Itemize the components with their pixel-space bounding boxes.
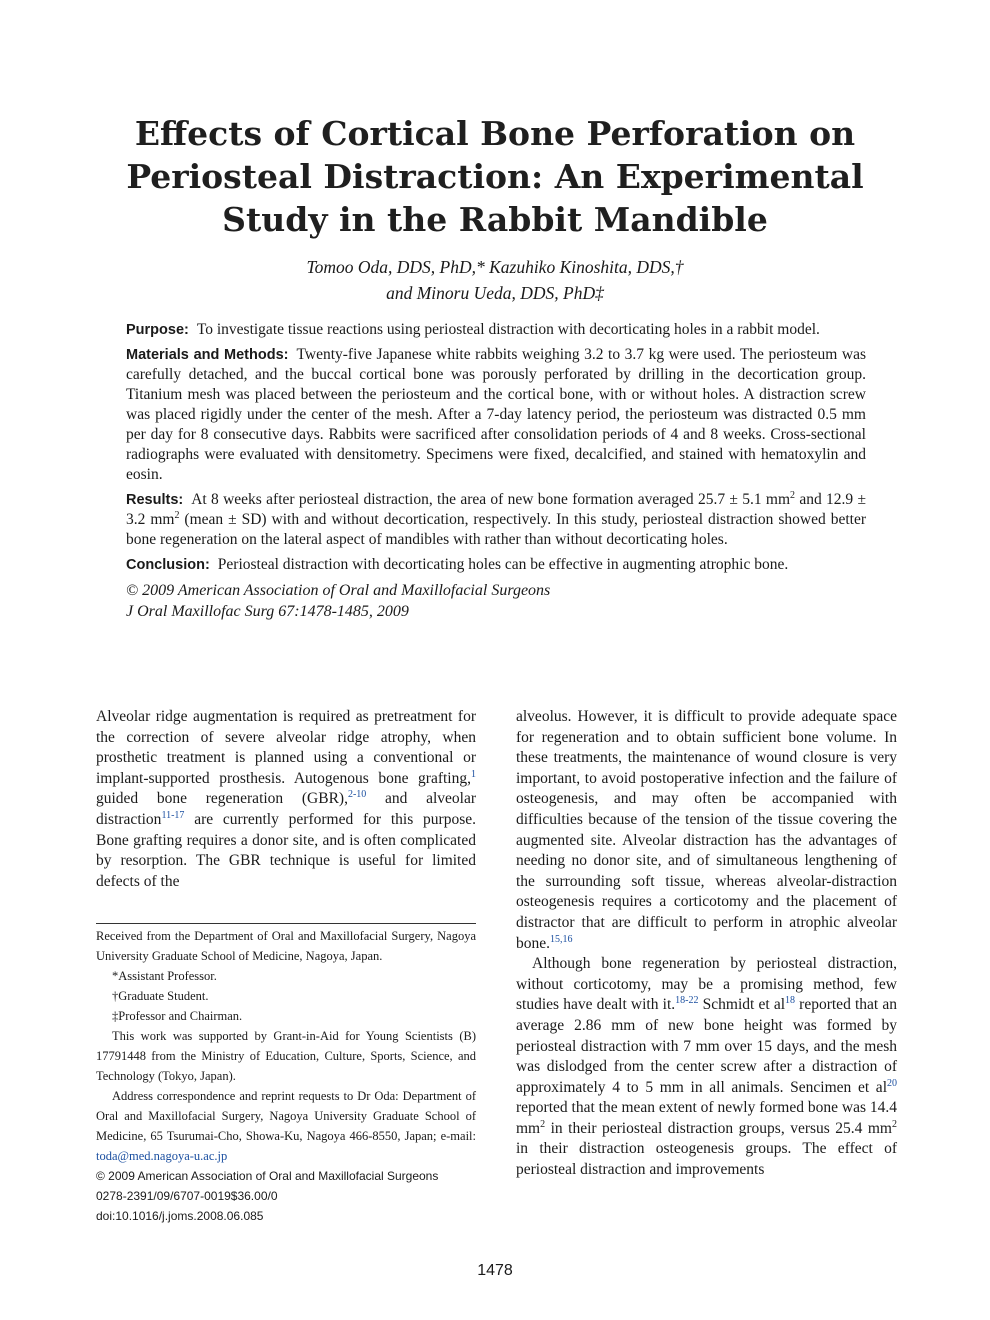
- body-column-left: [96, 707, 476, 892]
- footnote-assistant: *Assistant Professor.: [112, 969, 217, 983]
- address-text: Address correspondence and reprint requests to Dr Oda: Department of Oral and Maxillofacial Surgery, Nagoya University Graduate School of Medicine, 65 Tsurumai-Cho, Showa-Ku, Nagoya 466-8550, Japan; e-mail:: [96, 1089, 476, 1143]
- article-title: Effects of Cortical Bone Perforation on Periosteal Distraction: An Experimental Study in the Rabbit Mandible: [126, 114, 864, 239]
- conclusion-heading: Conclusion:: [126, 557, 210, 573]
- body-text: in their periosteal distraction groups, versus 25.4 mm: [545, 1119, 892, 1137]
- footnote-divider: [96, 923, 476, 924]
- body-text: Schmidt et al: [698, 996, 786, 1014]
- author-list: [110, 254, 880, 306]
- superscript-squared: 2: [540, 1118, 546, 1130]
- abstract-copyright: © 2009 American Association of Oral and Maxillofacial Surgeons: [126, 582, 551, 599]
- body-text: reported that an average 2.86 mm of new bone height was formed by periosteal distraction with 7 mm over 15 days, and the mesh was dislodged from the center screw after a distraction of approximately 4 to 5 mm in all animals. Sencimen et al: [516, 996, 898, 1096]
- reference-link[interactable]: 18: [785, 995, 796, 1007]
- body-text: Although bone regeneration by periosteal distraction, without corticotomy, may be a promising method, few studies have dealt with it.: [516, 955, 897, 1014]
- email-link[interactable]: toda@med.nagoya-u.ac.jp: [96, 1149, 228, 1163]
- results-text-1: At 8 weeks after periosteal distraction, the area of new bone formation averaged 25.7 ± 5.1 mm: [191, 491, 791, 508]
- reference-link[interactable]: 15,16: [550, 933, 573, 945]
- methods-text: Twenty-five Japanese white rabbits weighing 3.2 to 3.7 kg were used. The periosteum was carefully detached, and the buccal cortical bone was porously perforated by drilling in the decortication group. Titanium mesh was placed between the periosteum and the cortical bone, with or without holes. A distraction screw was placed rigidly under the center of the mesh. After a 7-day latency period, the periosteum was distracted 0.5 mm per day for 8 consecutive days. Rabbits were sacrificed after consolidation periods of 4 and 8 weeks. Cross-sectional radiographs were evaluated with densitometry. Specimens were fixed, decalcified, and stained with hematoxylin and eosin.: [126, 346, 866, 483]
- authors-line-1: Tomoo Oda, DDS, PhD,* Kazuhiko Kinoshita, DDS,†: [306, 257, 684, 277]
- footnote-support: This work was supported by Grant-in-Aid for Young Scientists (B) 17791448 from the Ministry of Education, Culture, Sports, Science, and Technology (Tokyo, Japan).: [96, 1029, 476, 1083]
- results-heading: Results:: [126, 492, 184, 508]
- body-text: alveolus. However, it is difficult to provide adequate space for regeneration and to obtain sufficient bone volume. In these treatments, the maintenance of wound closure is very important, to avoid postoperative infection and the failure of osteogenesis, and may often be accompanied with difficulties because of the tension of the tissue covering the augmented site. Alveolar distraction has the advantages of needing no donor site, and of simultaneous lengthening of the surrounding soft tissue, whereas alveolar-distraction osteogenesis requires a corticotomy and the placement of distractor that are difficult to perform in atrophic alveolar bone.: [516, 708, 897, 952]
- body-paragraph: [516, 954, 897, 1181]
- body-text: reported that the mean extent of newly formed bone was 14.4 mm: [516, 1099, 897, 1137]
- body-paragraph: [516, 707, 897, 954]
- body-paragraph: [96, 707, 476, 892]
- footnote-professor: ‡Professor and Chairman.: [112, 1009, 243, 1023]
- reference-link[interactable]: 2-10: [347, 789, 367, 801]
- body-column-right: [516, 707, 897, 1181]
- conclusion-text: Periosteal distraction with decorticating holes can be effective in augmenting atrophic bone.: [217, 556, 789, 573]
- abstract-purpose: [126, 320, 866, 340]
- footnote-copyright: © 2009 American Association of Oral and Maxillofacial Surgeons: [96, 1169, 439, 1183]
- footnote-graduate: †Graduate Student.: [112, 989, 209, 1003]
- footnote-doi: doi:10.1016/j.joms.2008.06.085: [96, 1209, 264, 1223]
- results-text-2: and 12.9 ± 3.2 mm: [126, 491, 866, 528]
- abstract-methods: [126, 345, 866, 485]
- superscript-squared: 2: [892, 1118, 897, 1130]
- authors-line-2: and Minoru Ueda, DDS, PhD‡: [386, 283, 604, 303]
- purpose-text: To investigate tissue reactions using periosteal distraction with decorticating holes in a rabbit model.: [196, 321, 820, 338]
- reference-link[interactable]: 1: [471, 768, 476, 780]
- page-number: 1478: [477, 1262, 513, 1279]
- footnotes: [96, 926, 476, 1226]
- footnote-issn: 0278-2391/09/6707-0019$36.00/0: [96, 1189, 278, 1203]
- body-text: Alveolar ridge augmentation is required as pretreatment for the correction of severe alveolar ridge atrophy, when prosthetic treatment is planned using a conventional or implant-supported prosthesis. Autogenous bone grafting,: [96, 708, 476, 787]
- reference-link[interactable]: 11-17: [161, 809, 185, 821]
- superscript-squared: 2: [790, 489, 796, 501]
- abstract: [126, 320, 866, 622]
- reference-link[interactable]: 18-22: [675, 995, 699, 1007]
- body-text: guided bone regeneration (GBR),: [96, 790, 348, 808]
- reference-link[interactable]: 20: [887, 1077, 897, 1089]
- superscript-squared: 2: [174, 509, 180, 521]
- footnote-address: [96, 1086, 476, 1166]
- abstract-conclusion: [126, 555, 866, 575]
- body-text: in their distraction osteogenesis groups. The effect of periosteal distraction and improvements: [516, 1140, 897, 1179]
- results-text-3: (mean ± SD) with and without decortication, respectively. In this study, periosteal distraction showed better bone regeneration on the lateral aspect of mandibles with rather than without decorticating holes.: [126, 511, 866, 548]
- footnote-received: Received from the Department of Oral and Maxillofacial Surgery, Nagoya University Graduate School of Medicine, Nagoya, Japan.: [96, 929, 476, 963]
- abstract-results: [126, 490, 866, 550]
- journal-citation: J Oral Maxillofac Surg 67:1478-1485, 2009: [126, 603, 409, 620]
- body-text: and alveolar distraction: [96, 790, 476, 828]
- body-text: are currently performed for this purpose. Bone grafting requires a donor site, and is often complicated by resorption. The GBR technique is useful for limited defects of the: [96, 810, 476, 890]
- purpose-heading: Purpose:: [126, 322, 189, 338]
- methods-heading: Materials and Methods:: [126, 347, 289, 363]
